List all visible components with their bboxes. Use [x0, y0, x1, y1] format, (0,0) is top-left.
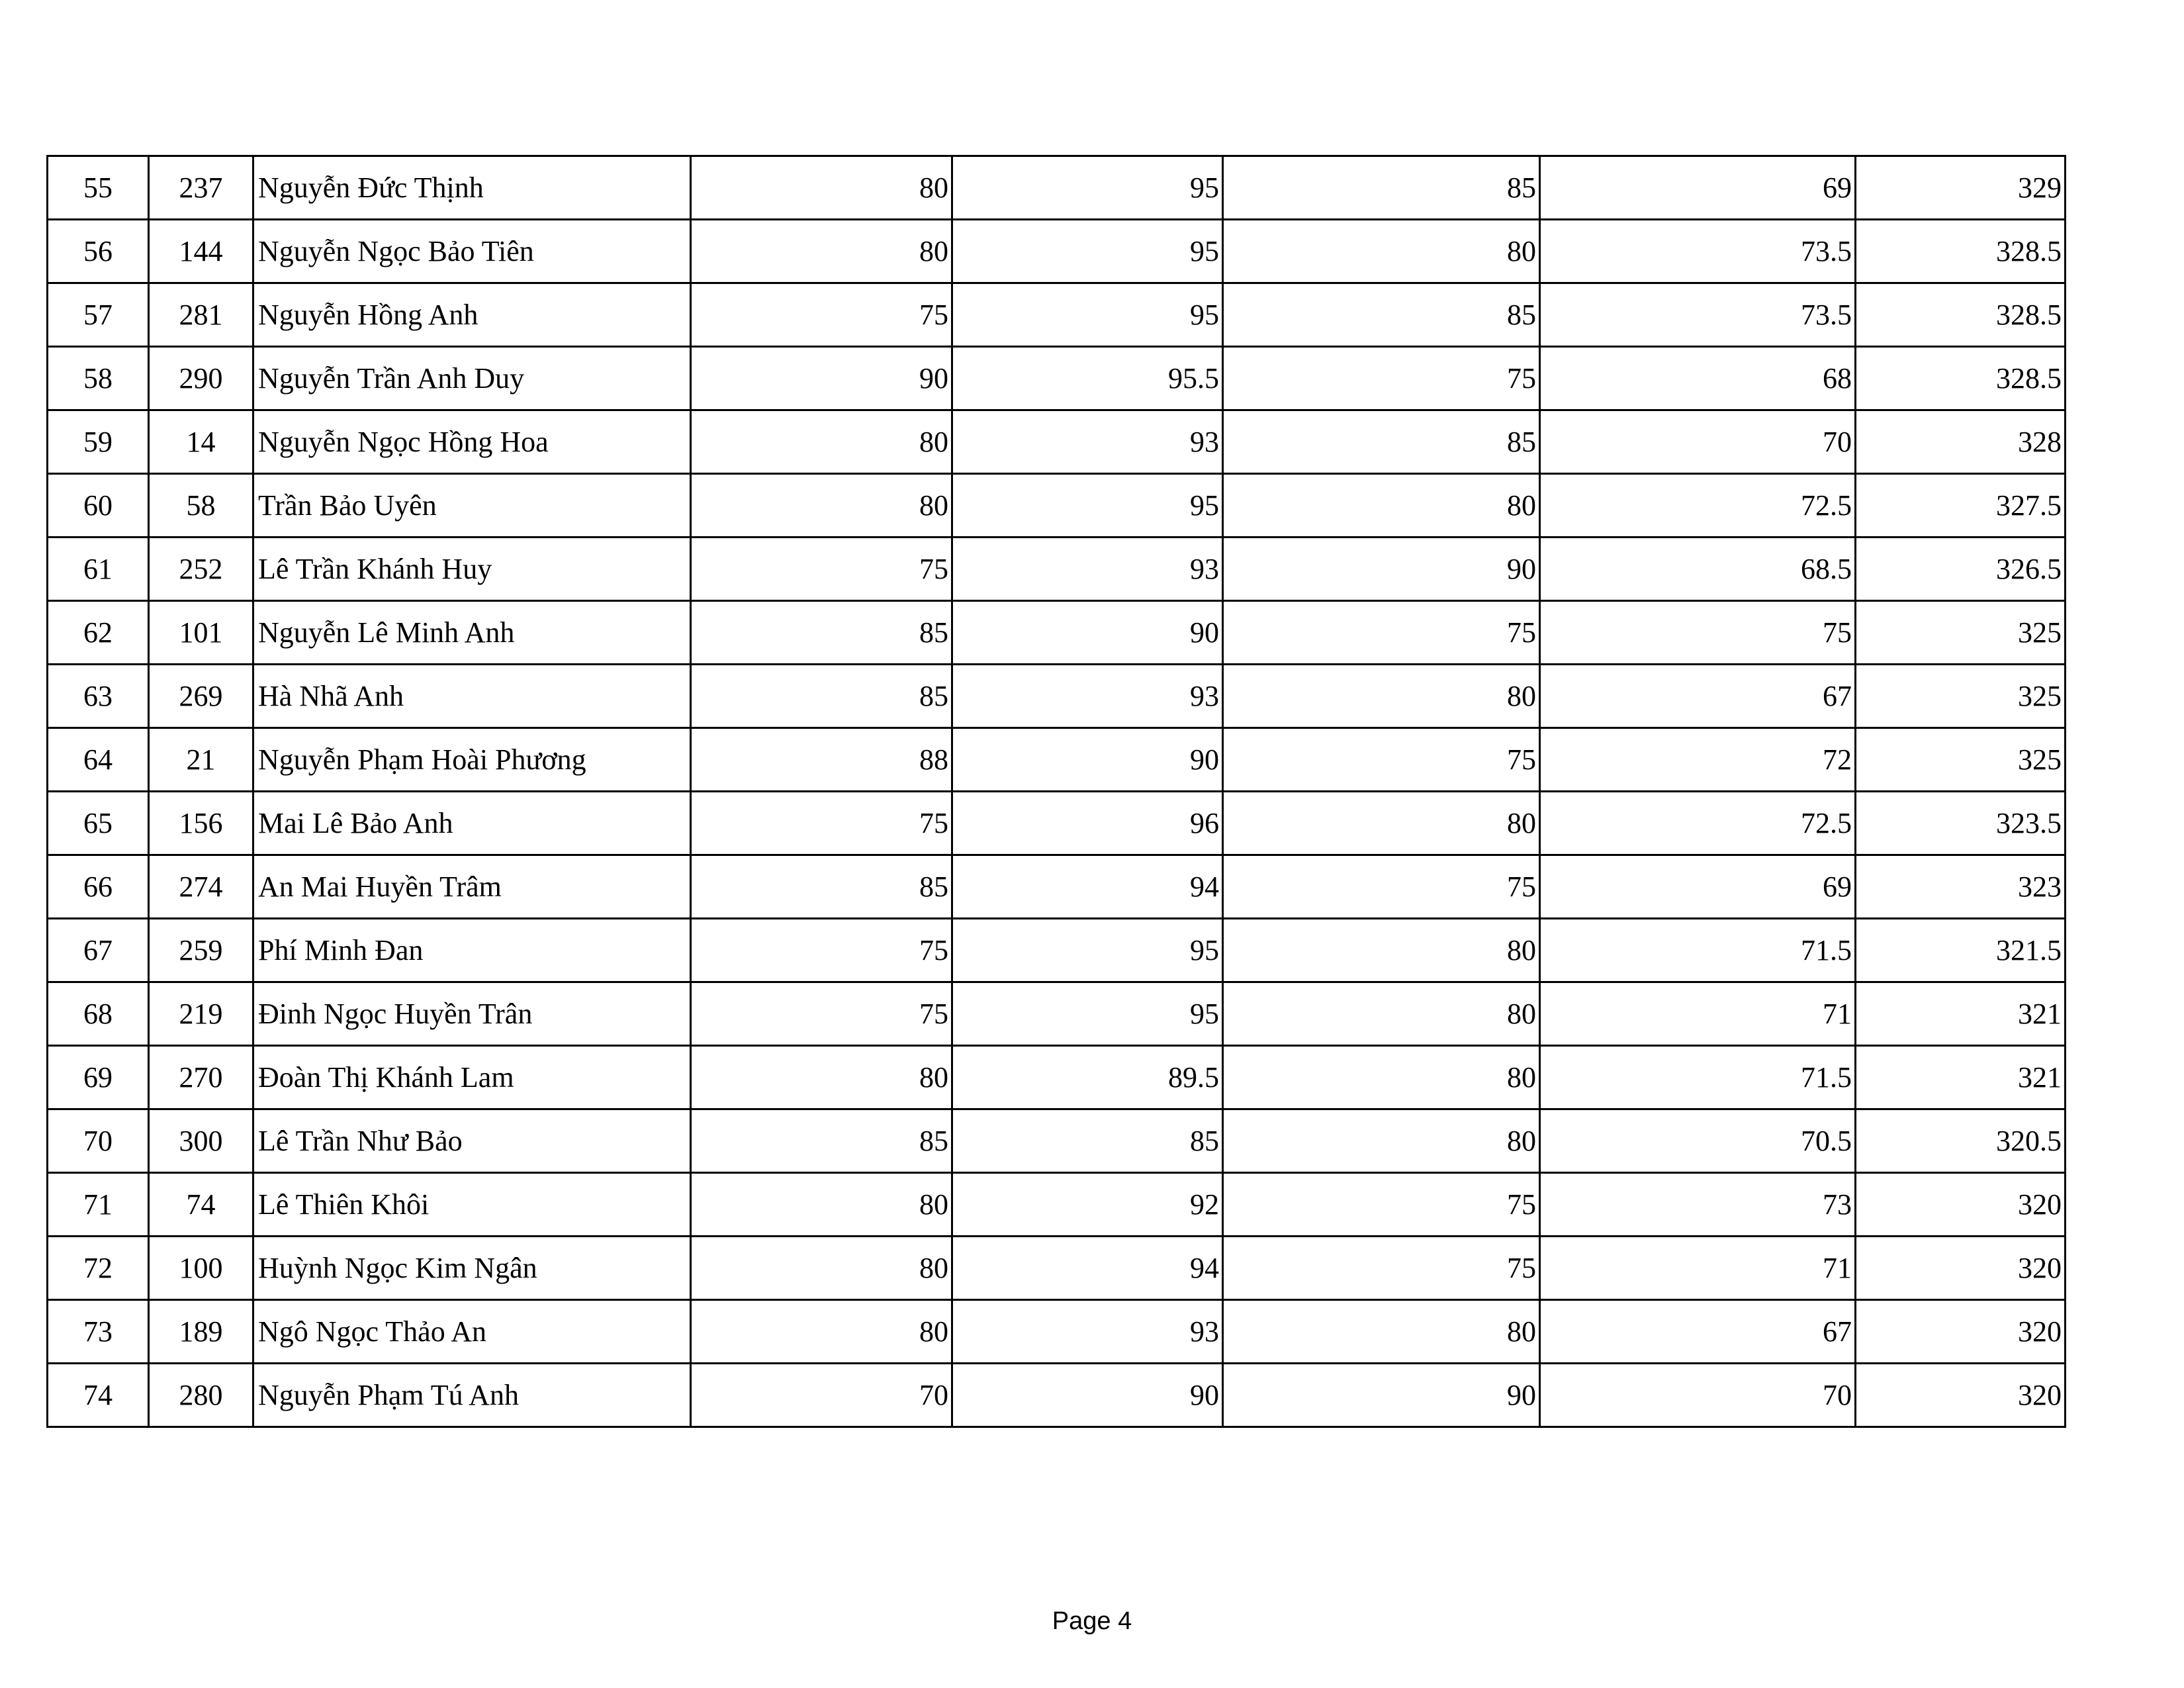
cell-candidate-number: 274: [149, 855, 253, 919]
cell-student-name: Nguyễn Phạm Tú Anh: [253, 1364, 691, 1427]
cell-student-name: Phí Minh Đan: [253, 919, 691, 982]
cell-score-4: 70: [1540, 410, 1856, 474]
cell-candidate-number: 259: [149, 919, 253, 982]
cell-total-score: 325: [1856, 601, 2066, 665]
table-row: [48, 156, 2066, 220]
cell-score-4: 67: [1540, 1300, 1856, 1364]
cell-score-1: 85: [691, 665, 952, 728]
table-row: [48, 1173, 2066, 1237]
cell-candidate-number: 281: [149, 283, 253, 347]
cell-total-score: 327.5: [1856, 474, 2066, 538]
cell-score-3: 75: [1223, 728, 1540, 792]
cell-total-score: 323: [1856, 855, 2066, 919]
cell-score-3: 75: [1223, 1237, 1540, 1300]
cell-stt: 66: [48, 855, 149, 919]
table-row: [48, 792, 2066, 855]
cell-candidate-number: 21: [149, 728, 253, 792]
cell-score-2: 95: [952, 982, 1223, 1046]
cell-score-2: 90: [952, 1364, 1223, 1427]
cell-candidate-number: 101: [149, 601, 253, 665]
cell-candidate-number: 156: [149, 792, 253, 855]
cell-score-4: 73.5: [1540, 283, 1856, 347]
cell-score-1: 85: [691, 601, 952, 665]
cell-candidate-number: 14: [149, 410, 253, 474]
cell-student-name: Trần Bảo Uyên: [253, 474, 691, 538]
table-row: [48, 1237, 2066, 1300]
cell-score-4: 71.5: [1540, 1046, 1856, 1109]
cell-score-2: 90: [952, 728, 1223, 792]
cell-score-1: 75: [691, 919, 952, 982]
cell-candidate-number: 100: [149, 1237, 253, 1300]
cell-score-1: 75: [691, 283, 952, 347]
cell-score-2: 95: [952, 474, 1223, 538]
table-row: [48, 855, 2066, 919]
cell-candidate-number: 269: [149, 665, 253, 728]
score-table-body: [48, 156, 2066, 1427]
cell-student-name: Mai Lê Bảo Anh: [253, 792, 691, 855]
cell-score-1: 80: [691, 1300, 952, 1364]
cell-score-3: 80: [1223, 1300, 1540, 1364]
cell-stt: 73: [48, 1300, 149, 1364]
cell-stt: 68: [48, 982, 149, 1046]
cell-stt: 59: [48, 410, 149, 474]
cell-score-2: 96: [952, 792, 1223, 855]
cell-total-score: 321: [1856, 1046, 2066, 1109]
cell-total-score: 328.5: [1856, 220, 2066, 283]
cell-total-score: 325: [1856, 665, 2066, 728]
table-row: [48, 1364, 2066, 1427]
cell-score-1: 80: [691, 410, 952, 474]
cell-total-score: 320: [1856, 1364, 2066, 1427]
cell-score-4: 68.5: [1540, 538, 1856, 601]
cell-score-1: 90: [691, 347, 952, 410]
cell-total-score: 328.5: [1856, 283, 2066, 347]
cell-score-1: 80: [691, 220, 952, 283]
cell-candidate-number: 74: [149, 1173, 253, 1237]
cell-total-score: 325: [1856, 728, 2066, 792]
cell-score-4: 67: [1540, 665, 1856, 728]
cell-score-4: 69: [1540, 855, 1856, 919]
cell-score-3: 80: [1223, 792, 1540, 855]
cell-total-score: 320: [1856, 1300, 2066, 1364]
cell-score-3: 80: [1223, 1046, 1540, 1109]
table-row: [48, 220, 2066, 283]
cell-student-name: Nguyễn Ngọc Hồng Hoa: [253, 410, 691, 474]
table-row: [48, 1046, 2066, 1109]
cell-student-name: Nguyễn Lê Minh Anh: [253, 601, 691, 665]
table-row: [48, 728, 2066, 792]
cell-score-1: 80: [691, 1237, 952, 1300]
cell-score-2: 95: [952, 220, 1223, 283]
cell-stt: 57: [48, 283, 149, 347]
cell-score-3: 80: [1223, 665, 1540, 728]
cell-total-score: 328: [1856, 410, 2066, 474]
table-row: [48, 601, 2066, 665]
cell-student-name: Nguyễn Phạm Hoài Phương: [253, 728, 691, 792]
cell-candidate-number: 300: [149, 1109, 253, 1173]
cell-score-1: 75: [691, 538, 952, 601]
cell-score-1: 80: [691, 156, 952, 220]
cell-score-2: 94: [952, 855, 1223, 919]
cell-student-name: Ngô Ngọc Thảo An: [253, 1300, 691, 1364]
cell-total-score: 320: [1856, 1237, 2066, 1300]
cell-score-3: 85: [1223, 156, 1540, 220]
cell-score-1: 85: [691, 855, 952, 919]
cell-stt: 71: [48, 1173, 149, 1237]
cell-score-3: 75: [1223, 855, 1540, 919]
cell-stt: 61: [48, 538, 149, 601]
cell-score-4: 72: [1540, 728, 1856, 792]
cell-score-3: 75: [1223, 1173, 1540, 1237]
cell-total-score: 321: [1856, 982, 2066, 1046]
cell-score-1: 75: [691, 792, 952, 855]
cell-candidate-number: 219: [149, 982, 253, 1046]
cell-candidate-number: 144: [149, 220, 253, 283]
cell-score-3: 85: [1223, 283, 1540, 347]
cell-total-score: 328.5: [1856, 347, 2066, 410]
cell-score-1: 80: [691, 474, 952, 538]
cell-score-4: 70: [1540, 1364, 1856, 1427]
cell-stt: 67: [48, 919, 149, 982]
table-row: [48, 982, 2066, 1046]
cell-score-2: 93: [952, 538, 1223, 601]
cell-score-3: 80: [1223, 474, 1540, 538]
table-row: [48, 347, 2066, 410]
cell-stt: 64: [48, 728, 149, 792]
cell-score-2: 93: [952, 410, 1223, 474]
cell-stt: 65: [48, 792, 149, 855]
cell-score-2: 95: [952, 283, 1223, 347]
cell-score-4: 71: [1540, 982, 1856, 1046]
table-row: [48, 919, 2066, 982]
cell-score-4: 72.5: [1540, 792, 1856, 855]
cell-stt: 70: [48, 1109, 149, 1173]
cell-score-3: 80: [1223, 982, 1540, 1046]
cell-candidate-number: 290: [149, 347, 253, 410]
cell-total-score: 320.5: [1856, 1109, 2066, 1173]
cell-score-3: 80: [1223, 1109, 1540, 1173]
cell-stt: 56: [48, 220, 149, 283]
cell-score-4: 68: [1540, 347, 1856, 410]
cell-score-1: 80: [691, 1173, 952, 1237]
cell-score-1: 70: [691, 1364, 952, 1427]
cell-score-2: 92: [952, 1173, 1223, 1237]
cell-score-2: 95: [952, 156, 1223, 220]
cell-stt: 60: [48, 474, 149, 538]
cell-student-name: Nguyễn Hồng Anh: [253, 283, 691, 347]
cell-student-name: Lê Trần Khánh Huy: [253, 538, 691, 601]
cell-score-4: 69: [1540, 156, 1856, 220]
table-row: [48, 474, 2066, 538]
cell-score-1: 75: [691, 982, 952, 1046]
cell-score-2: 95: [952, 919, 1223, 982]
score-table: [46, 155, 2066, 1428]
cell-student-name: Huỳnh Ngọc Kim Ngân: [253, 1237, 691, 1300]
cell-student-name: Nguyễn Đức Thịnh: [253, 156, 691, 220]
table-row: [48, 665, 2066, 728]
cell-stt: 72: [48, 1237, 149, 1300]
cell-score-2: 85: [952, 1109, 1223, 1173]
cell-score-1: 88: [691, 728, 952, 792]
cell-score-4: 71: [1540, 1237, 1856, 1300]
cell-stt: 62: [48, 601, 149, 665]
cell-score-3: 75: [1223, 601, 1540, 665]
cell-student-name: Lê Trần Như Bảo: [253, 1109, 691, 1173]
cell-score-3: 75: [1223, 347, 1540, 410]
cell-stt: 69: [48, 1046, 149, 1109]
cell-score-3: 90: [1223, 538, 1540, 601]
cell-score-2: 93: [952, 665, 1223, 728]
cell-stt: 63: [48, 665, 149, 728]
table-row: [48, 410, 2066, 474]
cell-score-2: 95.5: [952, 347, 1223, 410]
cell-total-score: 320: [1856, 1173, 2066, 1237]
cell-score-1: 85: [691, 1109, 952, 1173]
cell-score-4: 73.5: [1540, 220, 1856, 283]
cell-score-2: 89.5: [952, 1046, 1223, 1109]
cell-score-4: 73: [1540, 1173, 1856, 1237]
cell-total-score: 323.5: [1856, 792, 2066, 855]
cell-candidate-number: 237: [149, 156, 253, 220]
cell-total-score: 321.5: [1856, 919, 2066, 982]
cell-score-2: 93: [952, 1300, 1223, 1364]
cell-score-2: 90: [952, 601, 1223, 665]
cell-total-score: 326.5: [1856, 538, 2066, 601]
cell-score-4: 71.5: [1540, 919, 1856, 982]
cell-student-name: Lê Thiên Khôi: [253, 1173, 691, 1237]
cell-student-name: Đinh Ngọc Huyền Trân: [253, 982, 691, 1046]
table-row: [48, 283, 2066, 347]
cell-candidate-number: 252: [149, 538, 253, 601]
cell-student-name: Hà Nhã Anh: [253, 665, 691, 728]
cell-student-name: Đoàn Thị Khánh Lam: [253, 1046, 691, 1109]
cell-student-name: An Mai Huyền Trâm: [253, 855, 691, 919]
cell-score-3: 90: [1223, 1364, 1540, 1427]
cell-score-4: 70.5: [1540, 1109, 1856, 1173]
cell-score-4: 75: [1540, 601, 1856, 665]
cell-stt: 74: [48, 1364, 149, 1427]
cell-candidate-number: 189: [149, 1300, 253, 1364]
page-number: Page 4: [1052, 1607, 1132, 1635]
cell-stt: 58: [48, 347, 149, 410]
cell-total-score: 329: [1856, 156, 2066, 220]
cell-stt: 55: [48, 156, 149, 220]
table-row: [48, 1300, 2066, 1364]
cell-candidate-number: 58: [149, 474, 253, 538]
cell-score-4: 72.5: [1540, 474, 1856, 538]
cell-candidate-number: 270: [149, 1046, 253, 1109]
cell-score-1: 80: [691, 1046, 952, 1109]
cell-score-3: 80: [1223, 919, 1540, 982]
table-row: [48, 1109, 2066, 1173]
cell-score-3: 85: [1223, 410, 1540, 474]
cell-score-3: 80: [1223, 220, 1540, 283]
table-row: [48, 538, 2066, 601]
cell-candidate-number: 280: [149, 1364, 253, 1427]
cell-score-2: 94: [952, 1237, 1223, 1300]
cell-student-name: Nguyễn Trần Anh Duy: [253, 347, 691, 410]
cell-student-name: Nguyễn Ngọc Bảo Tiên: [253, 220, 691, 283]
